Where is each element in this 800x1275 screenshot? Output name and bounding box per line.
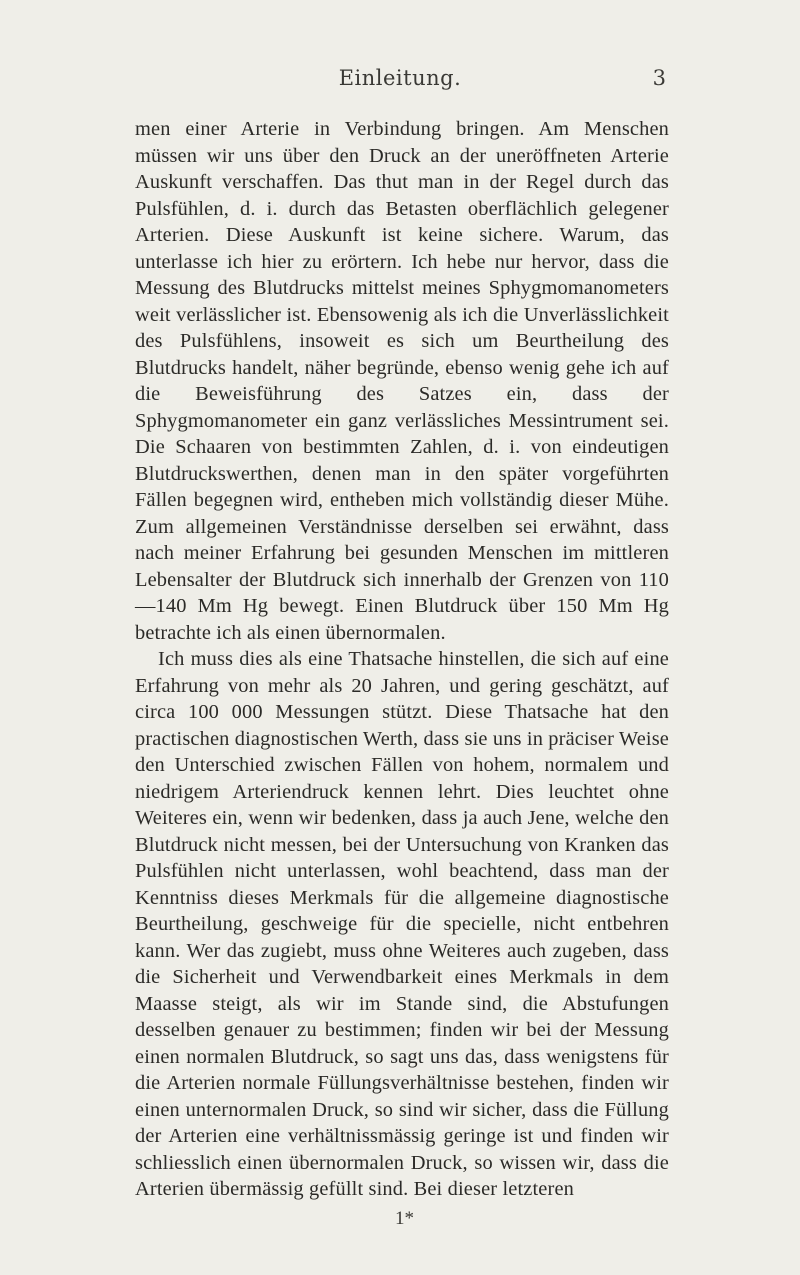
page-header — [0, 66, 800, 96]
paragraph-1: men einer Arterie in Verbindung bringen. Am Menschen müssen wir uns über den Druck an der uneröffneten Arterie Auskunft verschaffen. Das thut man in der Regel durch das Pulsfühlen, d. i. durch das Betasten oberflächlich gelegener Arterien. Diese Auskunft ist keine sichere. Warum, das unterlasse ich hier zu erörtern. Ich hebe nur hervor, dass die Messung des Blutdrucks mittelst meines Sphygmomanometers weit verlässlicher ist. Ebensowenig als ich die Unverlässlichkeit des Pulsfühlens, insoweit es sich um Beurtheilung des Blutdrucks handelt, näher begründe, ebenso wenig gehe ich auf die Beweisführung des Satzes ein, dass der Sphygmomanometer ein ganz verlässliches Messintrument sei. Die Schaaren von bestimmten Zahlen, d. i. von eindeutigen Blutdruckswerthen, denen man in den später vorgeführten Fällen begegnen wird, entheben mich vollständig dieser Mühe. Zum allgemeinen Verständnisse derselben sei erwähnt, dass nach meiner Erfahrung bei gesunden Menschen im mittleren Lebensalter der Blutdruck sich innerhalb der Grenzen von 110—140 Mm Hg bewegt. Einen Blutdruck über 150 Mm Hg betrachte ich als einen übernormalen. — [135, 118, 669, 644]
paragraph-2: Ich muss dies als eine Thatsache hinstellen, die sich auf eine Erfahrung von mehr als 20 Jahren, und gering geschätzt, auf circa 100 000 Messungen stützt. Diese Thatsache hat den practischen diagnostischen Werth, dass sie uns in präciser Weise den Unterschied zwischen Fällen von hohem, normalem und niedrigem Arteriendruck kennen lehrt. Dies leuchtet ohne Weiteres ein, wenn wir bedenken, dass ja auch Jene, welche den Blutdruck nicht messen, bei der Untersuchung von Kranken das Pulsfühlen nicht unterlassen, wohl beachtend, dass man der Kenntniss dieses Merkmals für die allgemeine diagnostische Beurtheilung, geschweige für die specielle, nicht entbehren kann. Wer das zugiebt, muss ohne Weiteres auch zugeben, dass die Sicherheit und Verwendbarkeit eines Merkmals in dem Maasse steigt, als wir im Stande sind, die Abstufungen desselben genauer zu bestimmen; finden wir bei der Messung einen normalen Blutdruck, so sagt uns das, dass wenigstens für die Arterien normale Füllungsverhältnisse bestehen, finden wir einen unternormalen Druck, so sind wir sicher, dass die Füllung der Arterien eine verhältnissmässig geringe ist und finden wir schliesslich einen übernormalen Druck, so wissen wir, dass die Arterien übermässig gefüllt sind. Bei dieser letzteren — [135, 648, 669, 1200]
running-title: Einleitung. — [338, 66, 462, 90]
body-text — [135, 116, 669, 1203]
signature-mark: 1* — [395, 1208, 414, 1229]
page-number: 3 — [652, 66, 666, 90]
